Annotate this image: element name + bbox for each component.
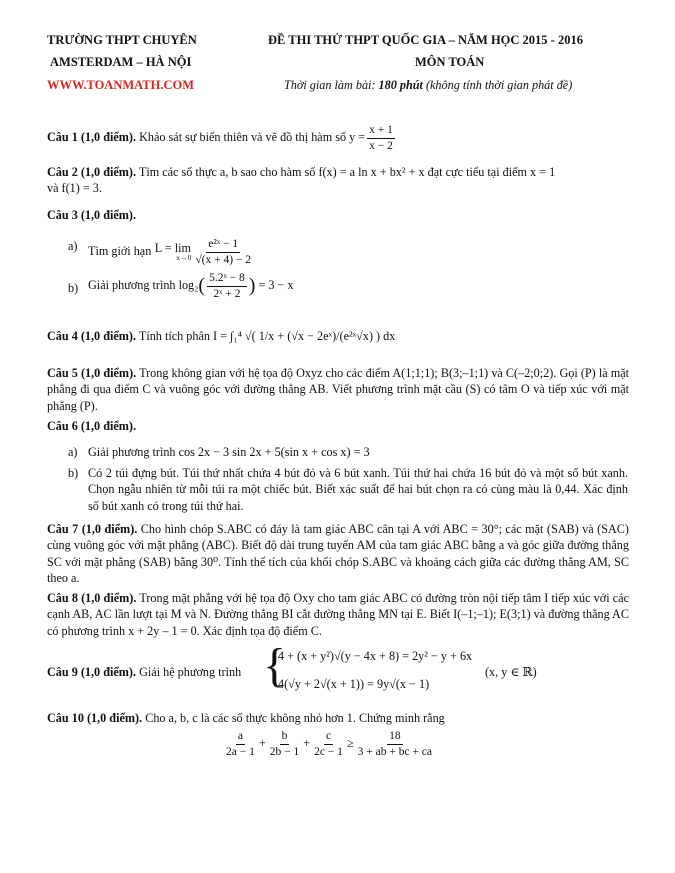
q10-rn: 18 [387,730,403,745]
q3-b [88,272,294,300]
q10-term1 [224,730,257,758]
q4-label: Câu 4 (1,0 điểm). [47,329,137,343]
q10-label: Câu 10 (1,0 điểm). [47,711,143,725]
q1-den: x − 2 [369,139,393,152]
question-5 [47,365,629,414]
school-name-line2: AMSTERDAM – HÀ NỘI [50,55,192,69]
q9-label: Câu 9 (1,0 điểm). [47,665,137,679]
q3-a [88,238,255,266]
q1-fraction [367,124,395,152]
time-prefix: Thời gian làm bài: [284,78,379,92]
q10-t2d: 2b − 1 [269,745,300,758]
q3-b-text: Giải phương trình [88,277,176,292]
q10-t1n: a [236,730,245,745]
q10-t3d: 2c − 1 [314,745,343,758]
time-suffix: (không tính thời gian phát đề) [422,78,573,92]
q1-text: Khảo sát sự biến thiên và vẽ đồ thị hàm số [139,129,347,144]
q4-expr: I = ∫₁⁴ √( 1/x + (√x − 2eˣ)/(e²ˣ√x) ) dx [213,329,396,343]
q3-b-fraction [207,272,247,300]
q4-text: Tính tích phân [138,329,210,343]
question-2 [47,164,629,197]
q6-a-eq: cos 2x − 3 sin 2x + 5(sin x + cos x) = 3 [178,445,370,459]
q7-text: Cho hình chóp S.ABC có đáy là tam giác ABC cân tại A với ABC = 30°; các mặt (SAB) và (SAC) cùng vuông góc với mặt phẳng (ABC). Biết độ dài trung tuyến AM của tam giác ABC bằng a và góc giữa đường thẳng SC với mặt phẳng (SAB) bằng 30⁰. Tính thể tích của khối chóp S.ABC và khoảng cách giữa các đường thẳng AM, SC theo a. [47,522,629,586]
subject-title: MÔN TOÁN [415,55,485,69]
q10-term2 [268,730,302,758]
q3-a-den: √(x + 4) − 2 [195,253,252,266]
q3-b-lparen: ( [198,274,206,297]
q2-line2: và f(1) = 3. [47,181,102,196]
q8-label: Câu 8 (1,0 điểm). [47,591,137,605]
school-name-line1: TRƯỜNG THPT CHUYÊN [47,33,197,47]
time-value: 180 phút [378,78,423,92]
q3-a-text: Tìm giới hạn [88,243,152,258]
q10-term3 [312,730,345,758]
q9-domain: (x, y ∈ ℝ) [485,665,537,679]
q10-text: Cho a, b, c là các số thực không nhỏ hơn 1. Chứng minh rằng [145,711,445,725]
q10-t1d: 2a − 1 [226,745,255,758]
q2-func: f(x) = a ln x + bx² + x [318,165,425,179]
q3-b-den: 2ˣ + 2 [213,287,241,300]
q2-text: Tìm các số thực a, b sao cho hàm số [138,165,316,179]
q6-label: Câu 6 (1,0 điểm). [47,419,137,433]
q6-a-text: Giải phương trình [88,445,176,459]
q3-a-lim-sub: x→0 [176,253,192,263]
q6-b-label: b) [68,466,79,480]
q6-a [88,444,370,460]
q2-text2: đạt cực tiểu tại điểm x = 1 [427,165,556,179]
q1-num: x + 1 [367,124,395,139]
q8-text: Trong mặt phẳng với hệ tọa độ Oxy cho tam giác ABC có đường tròn nội tiếp tâm I tiếp xúc với các cạnh AB, AC lần lượt tại M và N. Đường thẳng BI cắt đường thẳng MN tại E. Biết I(–1;–1); E(3;1) và đường thẳng AC có phương trình x + 2y – 1 = 0. Xác định tọa độ điểm C. [47,591,629,638]
q3-b-log: log₂ [178,277,199,292]
q3-a-num: e²ˣ − 1 [206,238,240,253]
q10-rd: 3 + ab + bc + ca [357,745,433,758]
q1-func: y = [349,129,366,144]
q2-label: Câu 2 (1,0 điểm). [47,165,137,179]
question-1 [47,124,629,152]
q6-a-label: a) [68,445,78,459]
question-8 [47,590,629,639]
q1-label: Câu 1 (1,0 điểm). [47,129,137,144]
q3-b-num: 5.2ˣ − 8 [207,272,247,287]
q9-eq1: 4 + (x + y²)√(y − 4x + 8) = 2y² − y + 6x [278,649,473,663]
question-10 [47,710,629,726]
q10-inequality: $\frac{a}{2a - 1}$ + $\frac{b}{2b - 1}$ + $\frac{c}{2c - 1}$ ≥ $\frac{18}{3 + ab + bc + ca}$ [226,730,433,758]
q7-label: Câu 7 (1,0 điểm). [47,522,138,536]
q3-a-lim [154,242,191,262]
q3-b-rhs: = 3 − x [258,277,294,292]
question-4 [47,328,629,344]
q5-text: Trong không gian với hệ tọa độ Oxyz cho các điểm A(1;1;1); B(3;–1;1) và C(–2;0;2). Gọi (P) là mặt phẳng đi qua điểm C và vuông góc với đường thẳng AB. Viết phương trình mặt cầu (S) có tâm O và tiếp xúc với mặt phẳng (P). [47,366,629,413]
q3-b-rparen: ) [248,274,256,297]
question-7 [47,521,629,587]
q6-b-text: Có 2 túi đựng bút. Túi thứ nhất chứa 4 bút đỏ và 6 bút xanh. Túi thứ hai chứa 16 bút đỏ và một số bút xanh. Chọn ngẫu nhiên từ mỗi túi ra một chiếc bút. Biết xác suất để hai bút chọn ra có cùng màu là 0,44. Xác định số bút xanh có trong túi thứ hai. [88,466,628,513]
website-link[interactable]: WWW.TOANMATH.COM [47,78,194,92]
q3-a-label: a) [68,239,78,253]
q3-a-fraction [193,238,253,266]
q9-text: Giải hệ phương trình [139,665,242,679]
q9-eq2: 4(√y + 2√(x + 1)) = 9y√(x − 1) [278,677,430,691]
time-note [284,77,572,93]
q9-brace: { [263,639,287,692]
q10-rhs [356,730,434,758]
q3-b-label: b) [68,281,79,295]
q3-label: Câu 3 (1,0 điểm). [47,208,137,222]
q10-t2n: b [280,730,290,745]
q5-label: Câu 5 (1,0 điểm). [47,366,137,380]
exam-title: ĐỀ THI THỬ THPT QUỐC GIA – NĂM HỌC 2015 - 2016 [268,33,583,47]
q3-a-lim-text: L = lim [154,241,191,256]
q10-t3n: c [324,730,333,745]
